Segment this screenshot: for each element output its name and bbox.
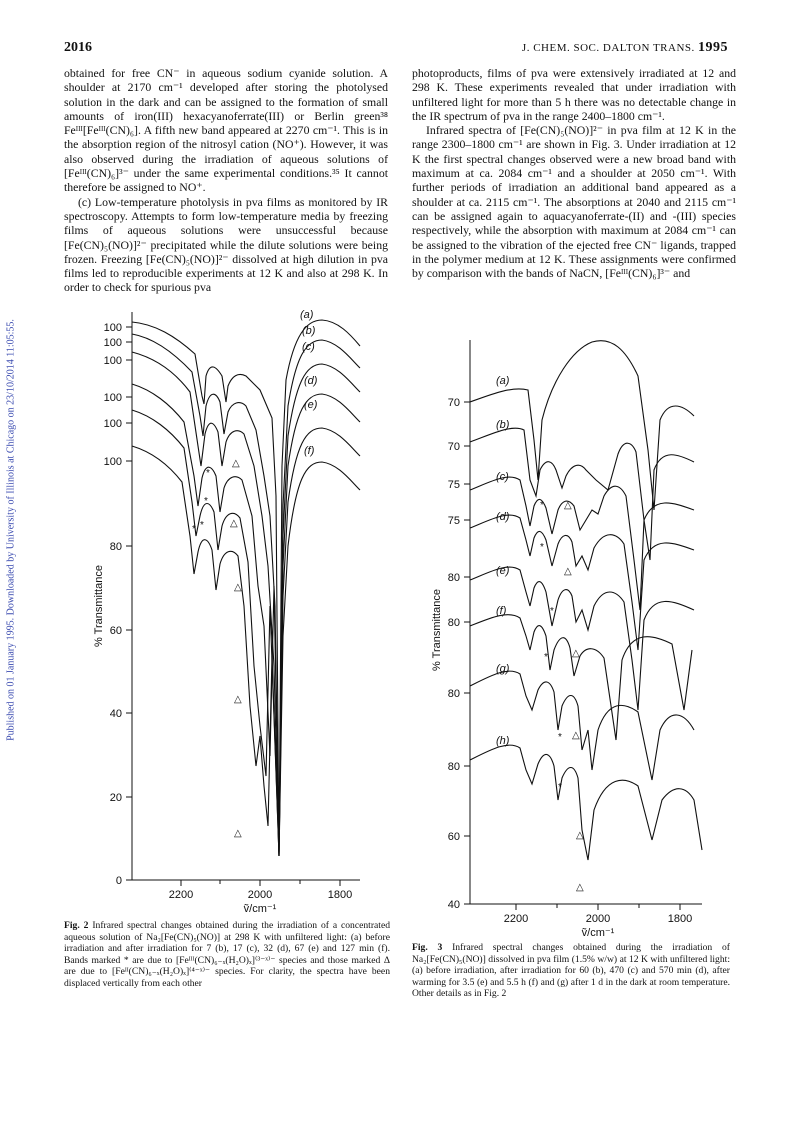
fig3-caption-text: Infrared spectral changes obtained during the irradiation of Na₂[Fe(CN)₅(NO)] dissolved in pva film (1.5% w/w) at 12 K with unfiltered light: (a) before irradiation, after irradiation for 60 (b), 470 (c) and 570 min (d), after warming for 3.5 (e) and 5.5 h (f) and (g) after 1 d in the dark at room temperature. Other details as in Fig. 2 bbox=[412, 942, 730, 1000]
svg-text:△: △ bbox=[564, 566, 572, 577]
svg-text:△: △ bbox=[234, 694, 242, 705]
fig2-ytick: 40 bbox=[109, 708, 122, 720]
fig2-xtick: 2000 bbox=[247, 889, 273, 901]
svg-text:△: △ bbox=[232, 458, 240, 469]
svg-text:*: * bbox=[540, 500, 544, 511]
fig2-caption-label: Fig. 2 bbox=[64, 920, 89, 931]
fig2-ytick: 0 bbox=[115, 875, 122, 887]
fig2-ytick: 100 bbox=[103, 355, 122, 367]
fig2-ylabel: % Transmittance bbox=[93, 565, 105, 647]
fig2-curve-label: (d) bbox=[304, 375, 318, 387]
fig2-annotations bbox=[192, 458, 242, 839]
fig3-xtick: 2200 bbox=[503, 913, 529, 925]
fig2-xtick: 2200 bbox=[168, 889, 194, 901]
svg-text:*: * bbox=[540, 542, 544, 553]
svg-text:*: * bbox=[206, 468, 210, 479]
fig2-ytick: 100 bbox=[103, 456, 122, 468]
svg-text:*: * bbox=[192, 524, 196, 535]
fig3-ytick: 60 bbox=[447, 831, 460, 843]
fig3-ytick: 80 bbox=[447, 617, 460, 629]
fig2-xlabel: ṽ/cm⁻¹ bbox=[243, 903, 277, 915]
journal-year: 1995 bbox=[698, 40, 728, 55]
fig3-curve-label: (c) bbox=[496, 471, 509, 483]
svg-text:△: △ bbox=[234, 828, 242, 839]
journal-name: J. CHEM. SOC. DALTON TRANS. bbox=[521, 42, 695, 54]
journal-header bbox=[522, 40, 728, 56]
fig2-curve-label: (c) bbox=[302, 341, 315, 353]
fig3-curve-label: (e) bbox=[496, 565, 510, 577]
fig2-caption-text: Infrared spectral changes obtained during the irradiation of a concentrated aqueous solution of Na₂[Fe(CN)₅(NO)] at 298 K with unfiltered light: (a) before irradiation and after irradiation for 7 (b), 17 (c), 32 (d), 67 (e) and 127 min (f). Bands marked * are due to [Feᴵᴵᴵ(CN)₆₋ₓ(H₂O)ₓ]⁽³⁻ˣ⁾⁻ species and those marked Δ are due to [Feᴵᴵ(CN)₆₋ₓ(H₂O)ₓ]⁽⁴⁻ˣ⁾⁻ species. For clarity, the spectra have been displaced vertically from each other bbox=[64, 920, 390, 989]
fig2-ytick: 100 bbox=[103, 322, 122, 334]
fig2-ytick: 100 bbox=[103, 418, 122, 430]
fig3-ytick: 75 bbox=[447, 479, 460, 491]
download-notice-text: Published on 01 January 1995. Downloaded by University of Illinois at Chicago on 23/10/2014 11:05:55. bbox=[5, 319, 17, 741]
svg-text:△: △ bbox=[564, 500, 572, 511]
svg-text:△: △ bbox=[576, 830, 584, 841]
fig3-curve-label: (b) bbox=[496, 419, 510, 431]
fig3-caption bbox=[412, 942, 730, 1000]
fig3-curve-label: (f) bbox=[496, 605, 507, 617]
svg-text:△: △ bbox=[230, 518, 238, 529]
fig3-caption-label: Fig. 3 bbox=[412, 942, 443, 953]
svg-text:*: * bbox=[204, 496, 208, 507]
left-text-column bbox=[64, 66, 388, 295]
fig2-ytick: 100 bbox=[103, 392, 122, 404]
fig3-ytick: 80 bbox=[447, 688, 460, 700]
svg-text:*: * bbox=[550, 606, 554, 617]
fig3-curve-label: (g) bbox=[496, 663, 510, 675]
download-notice bbox=[2, 80, 20, 980]
fig2-caption bbox=[64, 920, 390, 990]
svg-text:△: △ bbox=[572, 648, 580, 659]
fig3-ytick: 70 bbox=[447, 441, 460, 453]
svg-text:*: * bbox=[558, 782, 562, 793]
page-number: 2016 bbox=[64, 40, 92, 55]
svg-text:△: △ bbox=[572, 730, 580, 741]
paragraph: photoproducts, films of pva were extensively irradiated at 12 and 298 K. These experiments revealed that under irradiation with unfiltered light for more than 5 h there was no detectable change in the IR spectrum of pva in the range 2400–1800 cm⁻¹. bbox=[412, 66, 736, 123]
svg-text:△: △ bbox=[234, 582, 242, 593]
fig3-ytick: 75 bbox=[447, 515, 460, 527]
fig2-curve-label: (e) bbox=[304, 399, 318, 411]
fig3-ytick: 70 bbox=[447, 397, 460, 409]
svg-text:*: * bbox=[544, 652, 548, 663]
fig2-ytick: 80 bbox=[109, 541, 122, 553]
fig3-curve-label: (h) bbox=[496, 735, 510, 747]
fig2-curve-label: (a) bbox=[300, 309, 314, 321]
fig2-curve-label: (f) bbox=[304, 445, 315, 457]
fig3-ytick: 80 bbox=[447, 572, 460, 584]
fig2-spectra bbox=[132, 320, 360, 856]
figure-3 bbox=[412, 330, 732, 940]
fig3-curve-label: (a) bbox=[496, 375, 510, 387]
right-text-column bbox=[412, 66, 736, 280]
fig3-ytick: 80 bbox=[447, 761, 460, 773]
fig3-xtick: 1800 bbox=[667, 913, 693, 925]
fig3-annotations bbox=[540, 500, 584, 893]
svg-text:△: △ bbox=[576, 882, 584, 893]
paragraph: Infrared spectra of [Fe(CN)₅(NO)]²⁻ in pva film at 12 K in the range 2300–1800 cm⁻¹ are shown in Fig. 3. Under irradiation at 12 K the first spectral changes observed were a new broad band with maximum at ca. 2084 cm⁻¹ and a shoulder at 2050 cm⁻¹. With further periods of irradiation an additional band appeared as a shoulder at ca. 2115 cm⁻¹. The absorptions at 2040 and 2115 cm⁻¹ can be assigned again to aquacyanoferrate-(II) and -(III) species respectively, while the absorption with maximum at 2084 cm⁻¹ can be assigned to the vibration of the ejected free CN⁻ ligands, trapped in the polymer medium at 12 K. These assignments were confirmed by comparison with the bands of NaCN, [Feᴵᴵᴵ(CN)₆]³⁻ and bbox=[412, 123, 736, 281]
paragraph: obtained for free CN⁻ in aqueous sodium cyanide solution. A shoulder at 2170 cm⁻¹ developed after storing the photolysed solution in the dark and can be assigned to the formation of small amounts of iron(III) hexacyanoferrate(III) or Berlin green³⁸ Feᴵᴵᴵ[Feᴵᴵᴵ(CN)₆]. A fifth new band appeared at 2270 cm⁻¹. This is in the absorption region of the nitrosyl cation (NO⁺). However, it was also observed during the irradiation of aqueous solutions of [Feᴵᴵᴵ(CN)₆]³⁻ under the same experimental conditions.³⁵ It cannot therefore be assigned to NO⁺. bbox=[64, 66, 388, 195]
paragraph: (c) Low-temperature photolysis in pva films as monitored by IR spectroscopy. Attempts to form low-temperature media by freezing films of aqueous solutions were unsuccessful because [Fe(CN)₅(NO)]²⁻ precipitated while the dilute solutions were being frozen. Freezing [Fe(CN)₅(NO)]²⁻ dissolved at high dilution in pva films led to reproducible experiments at 12 K and also at 298 K. In order to check for spurious pva bbox=[64, 194, 388, 295]
fig3-xtick: 2000 bbox=[585, 913, 611, 925]
figure-2 bbox=[60, 306, 390, 916]
fig3-ytick: 40 bbox=[447, 899, 460, 911]
fig2-ytick: 20 bbox=[109, 792, 122, 804]
svg-text:*: * bbox=[200, 520, 204, 531]
fig3-xlabel: ṽ/cm⁻¹ bbox=[581, 927, 615, 939]
fig2-ytick: 100 bbox=[103, 337, 122, 349]
fig2-ytick: 60 bbox=[109, 625, 122, 637]
fig3-ylabel: % Transmittance bbox=[431, 589, 443, 671]
fig2-curve-label: (b) bbox=[302, 325, 316, 337]
svg-text:*: * bbox=[558, 732, 562, 743]
fig3-curve-label: (d) bbox=[496, 511, 510, 523]
fig2-xtick: 1800 bbox=[327, 889, 353, 901]
